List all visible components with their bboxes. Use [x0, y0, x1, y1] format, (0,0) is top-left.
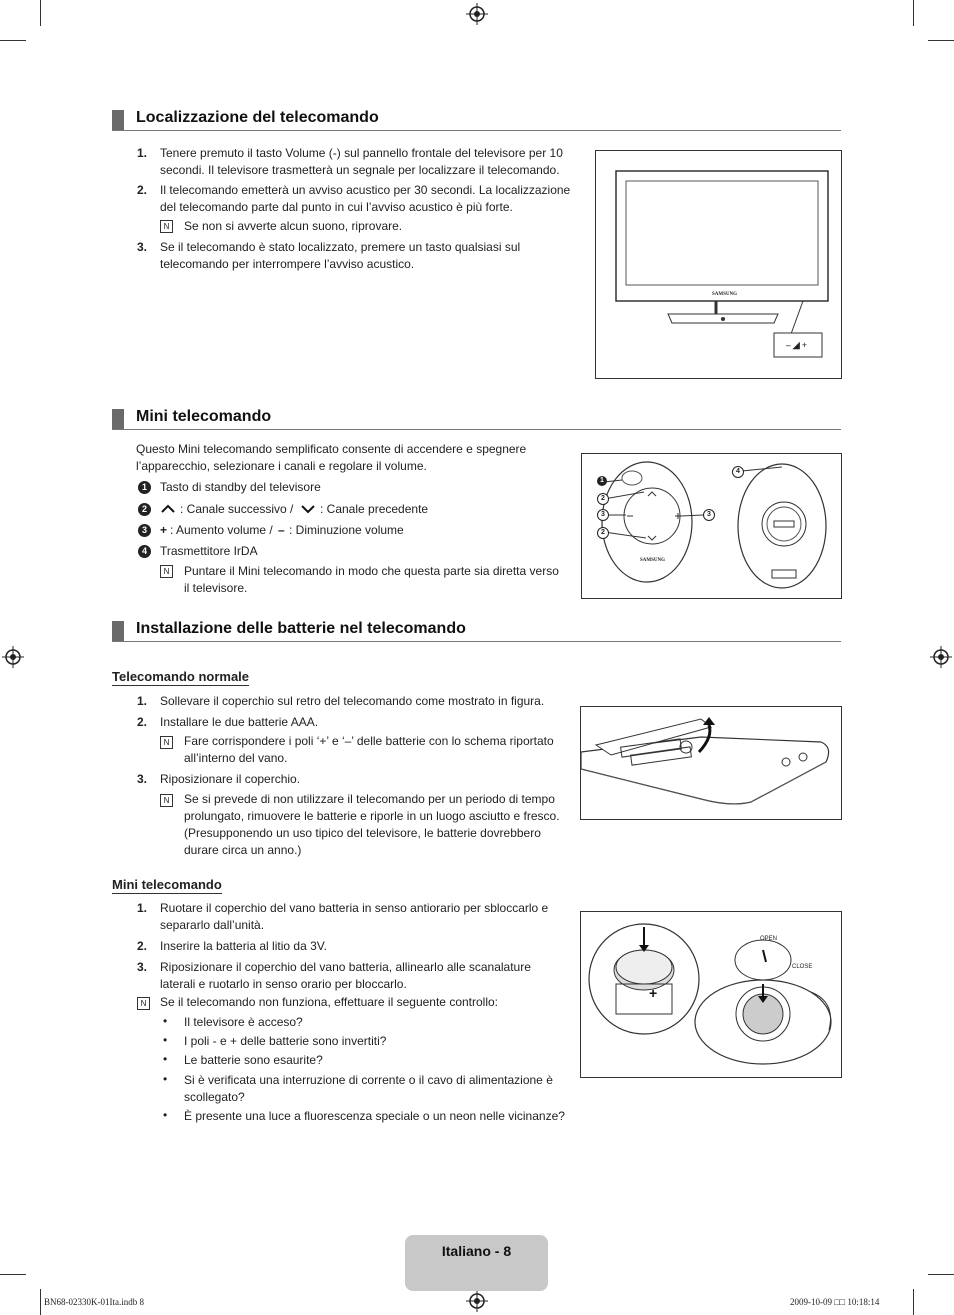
section-title: Installazione delle batterie nel telecomando — [136, 620, 466, 637]
list-item-text: Tenere premuto il tasto Volume (-) sul pannello frontale del televisore per 10 — [160, 146, 563, 160]
list-item-text: Installare le due batterie AAA. — [160, 715, 319, 729]
bullet-icon: • — [163, 1033, 168, 1047]
section-marker — [112, 621, 124, 641]
close-label: CLOSE — [792, 964, 813, 970]
minus-symbol: – — [278, 523, 285, 537]
section-title: Mini telecomando — [136, 408, 272, 425]
page-label: Italiano - 8 — [441, 1243, 512, 1259]
note-text: il televisore. — [184, 581, 248, 595]
bullet-icon: • — [163, 1072, 168, 1086]
file-label: BN68-02330K-01Ita.indb 8 — [44, 1297, 144, 1307]
note-text: Se il telecomando non funziona, effettuare il seguente controllo: — [160, 995, 499, 1009]
bullet-icon: • — [163, 1052, 168, 1066]
list-item-text: Inserire la batteria al litio da 3V. — [160, 939, 327, 953]
registration-mark-icon — [466, 1290, 488, 1312]
check-item-text: Si è verificata una interruzione di corrente o il cavo di alimentazione è — [184, 1073, 553, 1087]
bullet-icon: • — [163, 1108, 168, 1122]
tv-illustration — [595, 150, 842, 379]
list-item-text: telecomando per interrompere l’avviso acustico. — [160, 257, 415, 271]
list-item-text: Tasto di standby del televisore — [160, 480, 321, 494]
list-number: 1. — [137, 901, 148, 915]
note-text: all’interno del vano. — [184, 751, 288, 765]
remote-back-drawing — [581, 707, 841, 819]
check-item-text: scollegato? — [184, 1090, 245, 1104]
note-icon: N — [160, 794, 173, 807]
crop-mark — [0, 1274, 26, 1275]
badge-1: 1 — [138, 481, 151, 494]
callout-2: 2 — [597, 527, 609, 539]
note-text: Puntare il Mini telecomando in modo che questa parte sia diretta verso — [184, 564, 559, 578]
note-icon: N — [160, 565, 173, 578]
timestamp-label: 2009-10-09 □□ 10:18:14 — [790, 1297, 880, 1307]
check-item-text: È presente una luce a fluorescenza speciale o un neon nelle vicinanze? — [184, 1109, 565, 1123]
callout-2: 2 — [597, 493, 609, 505]
volume-label: – ◢ + — [786, 340, 808, 350]
list-item-text: del telecomando parte dal punto in cui l’avviso acustico è più forte. — [160, 200, 513, 214]
note-text: Se non si avverte alcun suono, riprovare. — [184, 219, 403, 233]
check-item-text: Le batterie sono esaurite? — [184, 1053, 323, 1067]
note-text: durare circa un anno.) — [184, 843, 302, 857]
section-header-locate — [112, 110, 841, 131]
badge-3: 3 — [138, 524, 151, 537]
note-text: Se si prevede di non utilizzare il telecomando per un periodo di tempo — [184, 792, 555, 806]
registration-mark-icon — [930, 646, 952, 668]
list-number: 2. — [137, 715, 148, 729]
list-item-text: Se il telecomando è stato localizzato, premere un tasto qualsiasi sul — [160, 240, 521, 254]
chevron-down-icon — [300, 503, 316, 515]
list-number: 3. — [137, 960, 148, 974]
svg-text:+: + — [649, 985, 658, 1001]
list-item-text: separarlo dall’unità. — [160, 918, 265, 932]
section-header-mini — [112, 409, 841, 430]
crop-mark — [40, 1289, 41, 1315]
remote-brand-label: SAMSUNG — [640, 558, 666, 563]
list-number: 1. — [137, 146, 148, 160]
crop-mark — [40, 0, 41, 26]
note-text: Fare corrispondere i poli ‘+’ e ‘–’ delle batterie con lo schema riportato — [184, 734, 554, 748]
list-item-text: : Canale successivo / — [180, 502, 294, 516]
intro-text: l’apparecchio, selezionare i canali e regolare il volume. — [136, 459, 427, 473]
note-icon: N — [160, 220, 173, 233]
note-icon: N — [137, 997, 150, 1010]
page-number-tab — [405, 1235, 548, 1291]
mini-remote-drawing — [582, 454, 841, 598]
plus-symbol: + — [160, 523, 168, 537]
subheading-mini-remote: Mini telecomando — [112, 877, 222, 892]
intro-text: Questo Mini telecomando semplificato consente di accendere e spegnere — [136, 442, 527, 456]
registration-mark-icon — [466, 3, 488, 25]
crop-mark — [913, 1289, 914, 1315]
callout-3: 3 — [597, 509, 609, 521]
crop-mark — [913, 0, 914, 26]
check-item-text: Il televisore è acceso? — [184, 1015, 303, 1029]
callout-1: 1 — [597, 476, 607, 486]
list-number: 2. — [137, 183, 148, 197]
list-item-text: : Aumento volume / — [170, 523, 273, 537]
crop-mark — [928, 1274, 954, 1275]
list-number: 3. — [137, 772, 148, 786]
callout-4: 4 — [732, 466, 744, 478]
list-number: 1. — [137, 694, 148, 708]
chevron-up-icon — [160, 503, 176, 515]
registration-mark-icon — [2, 646, 24, 668]
list-item-text: Il telecomando emetterà un avviso acustico per 30 secondi. La localizzazione — [160, 183, 571, 197]
section-marker — [112, 409, 124, 429]
list-item-text: : Canale precedente — [320, 502, 429, 516]
list-item-text: laterali e ruotarlo in senso orario per bloccarlo. — [160, 977, 407, 991]
crop-mark — [0, 40, 26, 41]
list-item-text: Riposizionare il coperchio del vano batteria, allinearlo alle scanalature — [160, 960, 531, 974]
list-item-text: : Diminuzione volume — [289, 523, 404, 537]
crop-mark — [928, 40, 954, 41]
list-item-text: Ruotare il coperchio del vano batteria in senso antiorario per sbloccarlo e — [160, 901, 549, 915]
check-item-text: I poli - e + delle batterie sono invertiti? — [184, 1034, 387, 1048]
list-item-text: Riposizionare il coperchio. — [160, 772, 301, 786]
note-text: (Presupponendo un uso tipico del televisore, le batterie dovrebbero — [184, 826, 541, 840]
subheading-normal-remote: Telecomando normale — [112, 669, 250, 684]
list-number: 2. — [137, 939, 148, 953]
mini-battery-illustration — [580, 911, 842, 1078]
section-header-batteries — [112, 621, 841, 642]
tv-brand-label: SAMSUNG — [712, 292, 738, 297]
section-title: Localizzazione del telecomando — [136, 109, 379, 126]
note-icon: N — [160, 736, 173, 749]
bullet-icon: • — [163, 1014, 168, 1028]
remote-battery-illustration — [580, 706, 842, 820]
mini-remote-illustration — [581, 453, 842, 599]
badge-2: 2 — [138, 503, 151, 516]
coin-battery-drawing — [581, 912, 841, 1077]
list-item-text: Trasmettitore IrDA — [160, 544, 258, 558]
note-text: prolungato, rimuovere le batterie e riporle in un luogo asciutto e fresco. — [184, 809, 560, 823]
badge-4: 4 — [138, 545, 151, 558]
list-number: 3. — [137, 240, 148, 254]
list-item-text: secondi. Il televisore trasmetterà un segnale per localizzare il telecomando. — [160, 163, 560, 177]
list-item-text: Sollevare il coperchio sul retro del telecomando come mostrato in figura. — [160, 694, 545, 708]
callout-3: 3 — [703, 509, 715, 521]
open-label: OPEN — [760, 936, 778, 942]
section-marker — [112, 110, 124, 130]
